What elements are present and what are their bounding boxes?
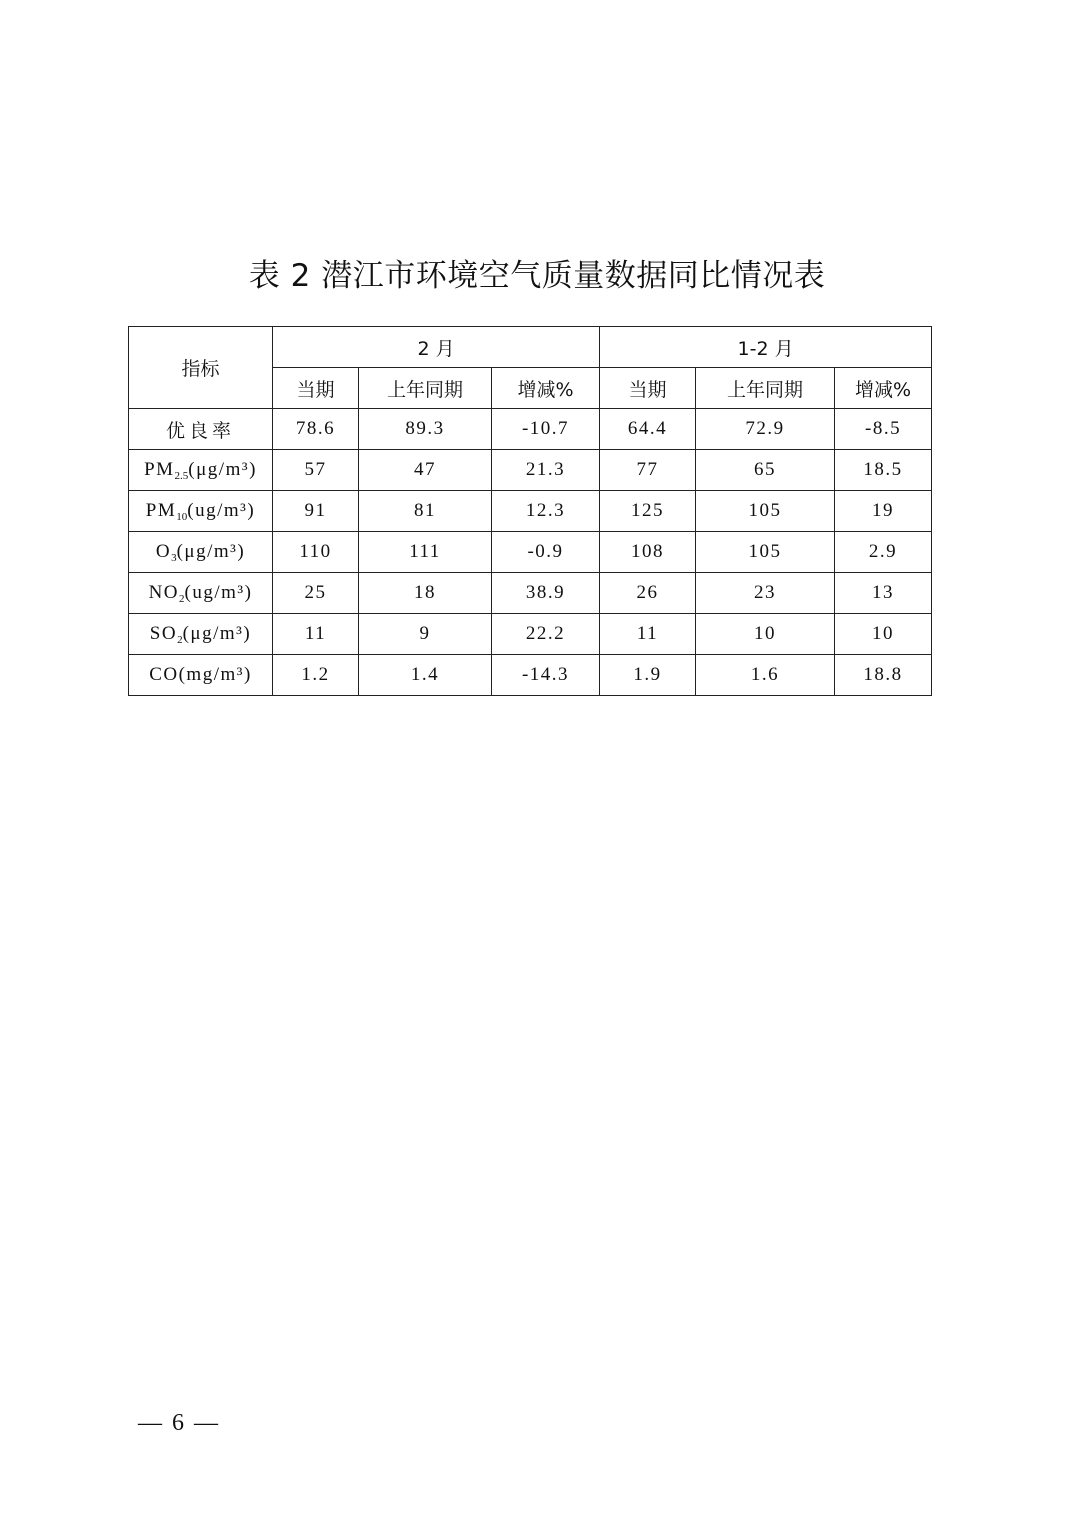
row-label-unit: (ug/m³) <box>187 499 256 521</box>
table-cell: 11 <box>600 614 696 655</box>
row-label <box>129 655 273 696</box>
table-cell: 110 <box>273 532 359 573</box>
table-cell: 2.9 <box>835 532 932 573</box>
row-label-subscript: 3 <box>171 551 177 564</box>
table-cell: 25 <box>273 573 359 614</box>
table-row <box>129 409 932 450</box>
row-label-subscript: 2 <box>177 633 183 646</box>
table-cell: 1.4 <box>359 655 492 696</box>
row-label-subscript: 2.5 <box>174 469 189 482</box>
table-cell: 81 <box>359 491 492 532</box>
sub-header-current: 当期 <box>600 368 696 409</box>
table-cell: 19 <box>835 491 932 532</box>
header-row-periods <box>129 327 932 368</box>
table-cell: 105 <box>696 532 835 573</box>
table-cell: 1.6 <box>696 655 835 696</box>
table-cell: 12.3 <box>492 491 600 532</box>
table-cell: -8.5 <box>835 409 932 450</box>
row-label-unit: (μg/m³) <box>176 540 246 562</box>
sub-header-last-year: 上年同期 <box>359 368 492 409</box>
table-row <box>129 573 932 614</box>
sub-header-change: 增减% <box>492 368 600 409</box>
page-number: — 6 — <box>138 1410 220 1436</box>
table-cell: 91 <box>273 491 359 532</box>
row-label-text: SO <box>149 622 178 644</box>
table-cell: -14.3 <box>492 655 600 696</box>
indicator-header: 指标 <box>129 327 273 409</box>
row-label-text: 优良率 <box>165 419 235 442</box>
table-cell: 77 <box>600 450 696 491</box>
table-row <box>129 450 932 491</box>
table-cell: 26 <box>600 573 696 614</box>
table-cell: 57 <box>273 450 359 491</box>
row-label-text: PM <box>145 499 177 521</box>
row-label <box>129 450 273 491</box>
row-label-text: O <box>155 540 172 562</box>
period-header-february: 2 月 <box>273 327 600 368</box>
table-row <box>129 532 932 573</box>
table-cell: 22.2 <box>492 614 600 655</box>
period-header-jan-feb: 1-2 月 <box>600 327 932 368</box>
row-label <box>129 614 273 655</box>
table-cell: 65 <box>696 450 835 491</box>
table-cell: -0.9 <box>492 532 600 573</box>
table-cell: 72.9 <box>696 409 835 450</box>
table-cell: 18 <box>359 573 492 614</box>
table-cell: 23 <box>696 573 835 614</box>
table-cell: 21.3 <box>492 450 600 491</box>
table-cell: 89.3 <box>359 409 492 450</box>
table-cell: 47 <box>359 450 492 491</box>
table-cell: 13 <box>835 573 932 614</box>
row-label-text: CO(mg/m³) <box>149 664 252 685</box>
page-title: 表 2 潜江市环境空气质量数据同比情况表 <box>248 258 826 294</box>
sub-header-last-year: 上年同期 <box>696 368 835 409</box>
table-cell: 10 <box>696 614 835 655</box>
table-cell: 9 <box>359 614 492 655</box>
sub-header-change: 增减% <box>835 368 932 409</box>
row-label-unit: (ug/m³) <box>184 581 253 603</box>
table-cell: 64.4 <box>600 409 696 450</box>
table-cell: 108 <box>600 532 696 573</box>
row-label-subscript: 2 <box>179 592 185 605</box>
row-label <box>129 491 273 532</box>
table-cell: 38.9 <box>492 573 600 614</box>
table-cell: 10 <box>835 614 932 655</box>
table-cell: 105 <box>696 491 835 532</box>
row-label-unit: (μg/m³) <box>182 622 252 644</box>
table-row <box>129 614 932 655</box>
table-cell: -10.7 <box>492 409 600 450</box>
table-row <box>129 655 932 696</box>
row-label-text: NO <box>148 581 180 603</box>
table-cell: 125 <box>600 491 696 532</box>
air-quality-table <box>128 326 932 696</box>
table-cell: 11 <box>273 614 359 655</box>
table-cell: 1.2 <box>273 655 359 696</box>
row-label <box>129 532 273 573</box>
sub-header-current: 当期 <box>273 368 359 409</box>
row-label-text: PM <box>144 458 175 480</box>
row-label-unit: (μg/m³) <box>188 458 257 480</box>
row-label-subscript: 10 <box>176 510 188 523</box>
table-cell: 78.6 <box>273 409 359 450</box>
table-cell: 111 <box>359 532 492 573</box>
row-label <box>129 409 273 450</box>
table-cell: 18.5 <box>835 450 932 491</box>
table-cell: 1.9 <box>600 655 696 696</box>
row-label <box>129 573 273 614</box>
table-cell: 18.8 <box>835 655 932 696</box>
table-row <box>129 491 932 532</box>
